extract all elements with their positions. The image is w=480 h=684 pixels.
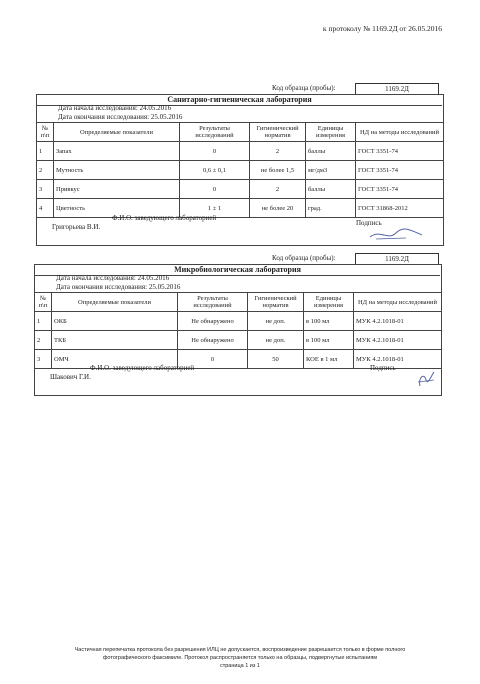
row-number: 3 (35, 350, 52, 369)
col-header-indicator: Определяемые показатели (52, 293, 178, 312)
col-header-number: № п\п (37, 123, 54, 142)
row-result: Не обнаружено (178, 331, 248, 350)
col-header-result: Результаты исследований (180, 123, 250, 142)
row-result: 0 (178, 350, 248, 369)
row-unit: в 100 мл (304, 312, 354, 331)
row-indicator: Мутность (54, 161, 180, 180)
table-row (37, 142, 444, 161)
row-norm: 2 (250, 142, 306, 161)
row-method: ГОСТ 3351-74 (356, 142, 444, 161)
col-header-unit: Единицы измерения (304, 293, 354, 312)
end-date: Дата окончания исследования: 25.05.2016 (58, 113, 183, 121)
row-method: МУК 4.2.1018-01 (354, 350, 442, 369)
start-date: Дата начала исследования: 24.05.2016 (58, 104, 172, 112)
signature-mark (414, 370, 438, 390)
row-norm: не доп. (248, 312, 304, 331)
row-number: 2 (35, 331, 52, 350)
row-method: ГОСТ 31868-2012 (356, 199, 444, 218)
head-of-lab-name: Григорьева В.И. (52, 223, 101, 231)
signature-label: Подпись (370, 364, 396, 372)
sample-code-value: 1169.2Д (355, 253, 439, 265)
signature-mark (366, 227, 426, 243)
table-row (35, 312, 442, 331)
start-date: Дата начала исследования: 24.05.2016 (56, 274, 170, 282)
table-row (37, 161, 444, 180)
col-header-number: № п\п (35, 293, 52, 312)
row-norm: не доп. (248, 331, 304, 350)
row-indicator: Цветность (54, 199, 180, 218)
row-unit: КОЕ в 1 мл (304, 350, 354, 369)
end-date: Дата окончания исследования: 25.05.2016 (56, 283, 181, 291)
row-method: ГОСТ 3351-74 (356, 180, 444, 199)
row-method: МУК 4.2.1018-01 (354, 312, 442, 331)
row-number: 1 (37, 142, 54, 161)
sample-code-label: Код образца (пробы): (272, 254, 336, 262)
row-norm: не более 1,5 (250, 161, 306, 180)
lab-title: Микробиологическая лаборатория (35, 265, 440, 276)
footer-line-1: Частичная перепечатка протокола без разрешения ИЛЦ не допускается, воспроизведение разрешается только в форме полного (74, 647, 406, 653)
col-header-norm: Гигиенический норматив (248, 293, 304, 312)
row-indicator: Привкус (54, 180, 180, 199)
col-header-unit: Единицы измерения (306, 123, 356, 142)
col-header-method: НД на методы исследований (356, 123, 444, 142)
row-norm: 2 (250, 180, 306, 199)
sample-code-label: Код образца (пробы): (272, 84, 336, 92)
col-header-method: НД на методы исследований (354, 293, 442, 312)
sanitary-results-table (36, 122, 444, 218)
row-result: 0 (180, 142, 250, 161)
head-of-lab-label: Ф.И.О. заведующего лабораторией (112, 214, 217, 222)
row-unit: баллы (306, 142, 356, 161)
col-header-result: Результаты исследований (178, 293, 248, 312)
row-indicator: ОКБ (52, 312, 178, 331)
row-indicator: ОМЧ (52, 350, 178, 369)
table-row (37, 180, 444, 199)
page-counter: страница 1 из 1 (219, 663, 260, 669)
row-result: Не обнаружено (178, 312, 248, 331)
lab-title: Санитарно-гигиеническая лаборатория (37, 95, 442, 106)
row-unit: град. (306, 199, 356, 218)
head-of-lab-label: Ф.И.О. заведующего лабораторией (90, 364, 195, 372)
row-result: 0,6 ± 0,1 (180, 161, 250, 180)
microbiology-results-table (34, 292, 442, 369)
row-number: 3 (37, 180, 54, 199)
row-number: 1 (35, 312, 52, 331)
col-header-norm: Гигиенический норматив (250, 123, 306, 142)
head-of-lab-name: Шакович Г.И. (50, 373, 91, 381)
col-header-indicator: Определяемые показатели (54, 123, 180, 142)
footer-disclaimer (40, 646, 440, 670)
footer-line-2: фотографического факсимиле. Протокол распространяется только на образцы, подвергнутые испытаниям (102, 655, 378, 661)
row-indicator: ТКБ (52, 331, 178, 350)
row-method: ГОСТ 3351-74 (356, 161, 444, 180)
row-method: МУК 4.2.1018-01 (354, 331, 442, 350)
sample-code-value: 1169.2Д (355, 83, 439, 95)
row-number: 2 (37, 161, 54, 180)
table-row (37, 199, 444, 218)
row-indicator: Запах (54, 142, 180, 161)
protocol-reference: к протоколу № 1169.2Д от 26.05.2016 (322, 24, 442, 33)
signature-label: Подпись (356, 219, 382, 227)
row-norm: 50 (248, 350, 304, 369)
row-unit: баллы (306, 180, 356, 199)
row-unit: в 100 мл (304, 331, 354, 350)
row-result: 1 ± 1 (180, 199, 250, 218)
row-number: 4 (37, 199, 54, 218)
table-row (35, 331, 442, 350)
row-norm: не более 20 (250, 199, 306, 218)
row-unit: мг/дм3 (306, 161, 356, 180)
row-result: 0 (180, 180, 250, 199)
